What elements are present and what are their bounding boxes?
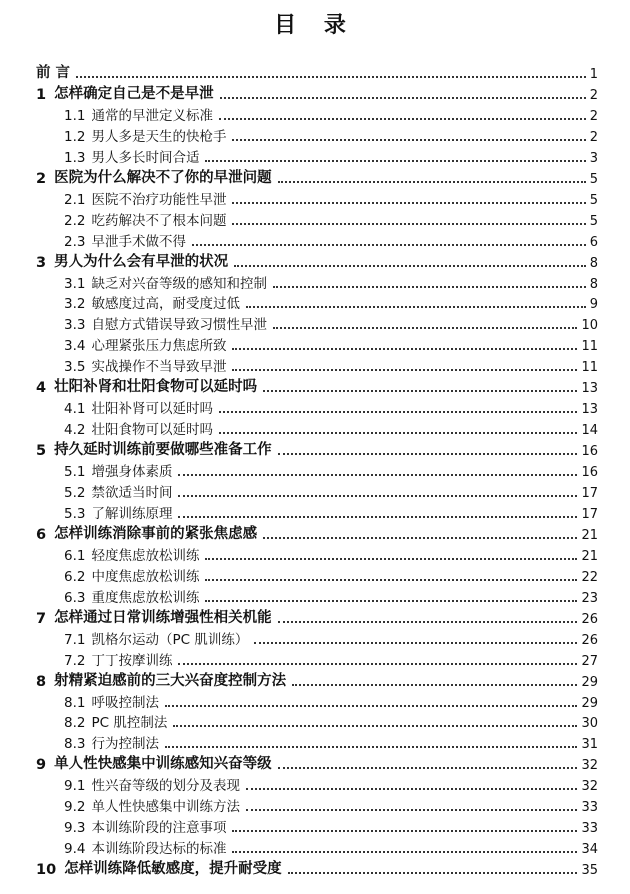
entry-number: 9 xyxy=(36,757,47,774)
toc-section-entry[interactable] xyxy=(64,188,598,208)
entry-title: 壮阳补肾和壮阳食物可以延时吗 xyxy=(54,379,258,396)
toc-section-entry[interactable] xyxy=(64,313,598,333)
entry-title: 增强身体素质 xyxy=(91,464,173,481)
toc-chapter-entry[interactable] xyxy=(36,62,598,82)
entry-page-number: 17 xyxy=(581,486,598,501)
dot-leader xyxy=(273,327,577,329)
entry-title: 壮阳食物可以延时吗 xyxy=(91,422,213,439)
entry-title: 持久延时训练前要做哪些准备工作 xyxy=(54,442,272,459)
dot-leader xyxy=(232,369,577,371)
dot-leader xyxy=(178,516,577,518)
entry-title: 了解训练原理 xyxy=(91,505,173,522)
entry-title: 吃药解决不了根本问题 xyxy=(91,212,227,229)
entry-page-number: 33 xyxy=(581,800,598,816)
toc-section-entry[interactable] xyxy=(64,292,598,312)
entry-title: 本训练阶段达标的标准 xyxy=(91,841,227,858)
entry-page-number: 8 xyxy=(589,255,598,271)
entry-title: 缺乏对兴奋等级的感知和控制 xyxy=(91,275,267,292)
entry-page-number: 16 xyxy=(581,465,598,481)
toc-section-entry[interactable] xyxy=(64,502,598,522)
entry-title: 早泄手术做不得 xyxy=(91,233,186,250)
entry-title: 呼吸控制法 xyxy=(91,694,159,711)
entry-number: 2.1 xyxy=(64,191,86,208)
entry-number: 9.2 xyxy=(64,799,86,816)
dot-leader xyxy=(232,139,585,141)
entry-number: 5.3 xyxy=(64,505,86,522)
dot-leader xyxy=(205,600,577,602)
entry-title: 怎样通过日常训练增强性相关机能 xyxy=(54,609,272,626)
toc-section-entry[interactable] xyxy=(64,565,598,585)
entry-number: 6.1 xyxy=(64,547,86,564)
dot-leader xyxy=(232,223,585,225)
toc-section-entry[interactable] xyxy=(64,816,598,836)
entry-page-number: 29 xyxy=(581,674,598,690)
dot-leader xyxy=(219,432,577,434)
dot-leader xyxy=(178,663,577,665)
entry-number: 9.3 xyxy=(64,820,86,837)
entry-page-number: 2 xyxy=(589,129,598,145)
dot-leader xyxy=(173,725,577,727)
entry-page-number: 30 xyxy=(581,716,598,732)
dot-leader xyxy=(205,558,577,560)
toc-chapter-entry[interactable] xyxy=(36,439,598,459)
entry-page-number: 5 xyxy=(589,192,598,208)
dot-leader xyxy=(192,244,586,246)
entry-number: 10 xyxy=(36,862,57,879)
entry-number: 6.2 xyxy=(64,568,86,585)
entry-number: 8 xyxy=(36,673,47,690)
entry-title: 壮阳补肾可以延时吗 xyxy=(91,401,213,418)
entry-page-number: 26 xyxy=(581,611,598,627)
dot-leader xyxy=(273,286,586,288)
entry-number: 4.1 xyxy=(64,401,86,418)
entry-number: 8.3 xyxy=(64,736,86,753)
toc-section-entry[interactable] xyxy=(64,544,598,564)
entry-title: PC 肌控制法 xyxy=(91,715,168,732)
entry-page-number: 22 xyxy=(581,569,598,585)
entry-number: 5 xyxy=(36,443,47,460)
entry-page-number: 9 xyxy=(589,297,598,313)
entry-page-number: 11 xyxy=(581,339,598,355)
entry-page-number: 3 xyxy=(589,150,598,166)
toc-chapter-entry[interactable] xyxy=(36,83,598,103)
dot-leader xyxy=(178,495,577,497)
entry-title: 行为控制法 xyxy=(91,736,159,753)
entry-number: 2 xyxy=(36,170,47,187)
entry-page-number: 2 xyxy=(589,108,598,124)
entry-title: 凯格尔运动（PC 肌训练） xyxy=(91,631,249,648)
entry-number: 1.1 xyxy=(64,107,86,124)
entry-number: 9.1 xyxy=(64,778,86,795)
toc-chapter-entry[interactable] xyxy=(36,376,598,396)
entry-page-number: 29 xyxy=(581,695,598,711)
entry-page-number: 27 xyxy=(581,653,598,669)
entry-page-number: 32 xyxy=(581,758,598,774)
toc-chapter-entry[interactable] xyxy=(36,607,598,627)
entry-number: 6.3 xyxy=(64,589,86,606)
entry-number: 3.4 xyxy=(64,338,86,355)
entry-number: 9.4 xyxy=(64,841,86,858)
entry-title: 轻度焦虑放松训练 xyxy=(91,547,200,564)
entry-page-number: 34 xyxy=(581,842,598,858)
entry-number: 4 xyxy=(36,380,47,397)
entry-page-number: 11 xyxy=(581,360,598,376)
entry-number: 1.3 xyxy=(64,149,86,166)
entry-page-number: 32 xyxy=(581,779,598,795)
dot-leader xyxy=(165,705,577,707)
dot-leader xyxy=(219,411,577,413)
entry-title: 怎样确定自己是不是早泄 xyxy=(54,85,214,102)
dot-leader xyxy=(292,684,577,686)
dot-leader xyxy=(178,474,577,476)
toc-section-entry[interactable] xyxy=(64,104,598,124)
toc-section-entry[interactable] xyxy=(64,795,598,815)
entry-number: 5.1 xyxy=(64,464,86,481)
entry-number: 3.3 xyxy=(64,317,86,334)
entry-page-number: 33 xyxy=(581,821,598,837)
entry-page-number: 31 xyxy=(581,737,598,753)
entry-number: 8.1 xyxy=(64,694,86,711)
dot-leader xyxy=(219,118,586,120)
entry-title: 医院不治疗功能性早泄 xyxy=(91,191,227,208)
toc-chapter-entry[interactable] xyxy=(36,670,598,690)
toc-section-entry[interactable] xyxy=(64,125,598,145)
entry-title: 性兴奋等级的划分及表现 xyxy=(91,778,240,795)
dot-leader xyxy=(220,97,586,99)
entry-title: 本训练阶段的注意事项 xyxy=(91,820,227,837)
entry-page-number: 13 xyxy=(581,381,598,397)
toc-chapter-entry[interactable] xyxy=(36,251,598,271)
entry-title: 敏感度过高，耐受度过低 xyxy=(91,296,240,313)
entry-number: 7.1 xyxy=(64,631,86,648)
entry-title: 中度焦虑放松训练 xyxy=(91,568,200,585)
toc-section-entry[interactable] xyxy=(64,397,598,417)
dot-leader xyxy=(278,453,578,455)
entry-title: 实战操作不当导致早泄 xyxy=(91,359,227,376)
dot-leader xyxy=(288,872,578,874)
entry-page-number: 5 xyxy=(589,213,598,229)
dot-leader xyxy=(165,746,577,748)
toc-section-entry[interactable] xyxy=(64,355,598,375)
dot-leader xyxy=(278,181,586,183)
entry-page-number: 13 xyxy=(581,402,598,418)
dot-leader xyxy=(205,160,585,162)
entry-title: 通常的早泄定义标准 xyxy=(91,107,213,124)
toc-chapter-entry[interactable] xyxy=(36,523,598,543)
toc-section-entry[interactable] xyxy=(64,586,598,606)
toc-chapter-entry[interactable] xyxy=(36,167,598,187)
entry-title: 怎样训练降低敏感度，提升耐受度 xyxy=(64,861,282,878)
dot-leader xyxy=(254,642,577,644)
entry-page-number: 26 xyxy=(581,632,598,648)
dot-leader xyxy=(232,851,577,853)
entry-page-number: 23 xyxy=(581,590,598,606)
dot-leader xyxy=(278,767,578,769)
entry-title: 禁欲适当时间 xyxy=(91,485,173,501)
entry-number: 1.2 xyxy=(64,128,86,145)
entry-title: 怎样训练消除事前的紧张焦虑感 xyxy=(54,525,258,542)
dot-leader xyxy=(278,621,578,623)
page-title: 目 录 xyxy=(274,13,356,38)
entry-number: 2.3 xyxy=(64,233,86,250)
dot-leader xyxy=(246,788,577,790)
entry-page-number: 10 xyxy=(581,318,598,334)
toc-section-entry[interactable] xyxy=(64,774,598,794)
entry-title: 医院为什么解决不了你的早泄问题 xyxy=(54,169,272,186)
entry-number: 1 xyxy=(36,86,47,103)
entry-page-number: 17 xyxy=(581,506,598,522)
entry-number: 4.2 xyxy=(64,422,86,439)
toc-section-entry[interactable] xyxy=(64,732,598,752)
toc-section-entry[interactable] xyxy=(64,628,598,648)
entry-number: 7.2 xyxy=(64,652,86,669)
entry-page-number: 6 xyxy=(589,234,598,250)
toc-section-entry[interactable] xyxy=(64,230,598,250)
dot-leader xyxy=(234,265,586,267)
entry-number: 2.2 xyxy=(64,212,86,229)
dot-leader xyxy=(246,306,586,308)
entry-page-number: 35 xyxy=(581,863,598,879)
entry-title: 男人为什么会有早泄的状况 xyxy=(54,253,229,270)
entry-page-number: 21 xyxy=(581,527,598,543)
dot-leader xyxy=(263,537,577,539)
entry-title: 单人性快感集中训练方法 xyxy=(91,799,240,816)
entry-number: 7 xyxy=(36,610,47,627)
entry-number: 5.2 xyxy=(64,485,86,501)
entry-page-number: 16 xyxy=(581,444,598,460)
entry-number: 3.5 xyxy=(64,359,86,376)
dot-leader xyxy=(232,348,577,350)
entry-title: 自慰方式错误导致习惯性早泄 xyxy=(91,317,267,334)
dot-leader xyxy=(232,202,585,204)
toc-section-entry[interactable] xyxy=(64,418,598,438)
dot-leader xyxy=(232,830,577,832)
entry-title: 男人多长时间合适 xyxy=(91,149,200,166)
entry-page-number: 2 xyxy=(589,87,598,103)
dot-leader xyxy=(246,809,577,811)
toc-chapter-entry[interactable] xyxy=(36,753,598,773)
toc-section-entry[interactable] xyxy=(64,209,598,229)
toc-section-entry[interactable] xyxy=(64,711,598,731)
entry-number: 3.1 xyxy=(64,275,86,292)
dot-leader xyxy=(205,579,577,581)
dot-leader xyxy=(263,390,577,392)
toc-section-entry[interactable] xyxy=(64,146,598,166)
toc-section-entry[interactable] xyxy=(64,837,598,857)
entry-number: 3.2 xyxy=(64,296,86,313)
toc-section-entry[interactable] xyxy=(64,272,598,292)
entry-number: 3 xyxy=(36,254,47,271)
entry-page-number: 21 xyxy=(581,548,598,564)
toc-section-entry[interactable] xyxy=(64,481,598,501)
entry-title: 丁丁按摩训练 xyxy=(91,652,173,669)
entry-number: 8.2 xyxy=(64,715,86,732)
entry-title: 射精紧迫感前的三大兴奋度控制方法 xyxy=(54,672,287,689)
entry-page-number: 8 xyxy=(589,276,598,292)
entry-title: 心理紧张压力焦虑所致 xyxy=(91,338,227,355)
entry-number: 6 xyxy=(36,526,47,543)
entry-page-number: 14 xyxy=(581,423,598,439)
entry-title: 前 言 xyxy=(36,65,71,81)
entry-title: 重度焦虑放松训练 xyxy=(91,589,200,606)
toc-chapter-entry[interactable] xyxy=(36,858,598,878)
entry-title: 男人多是天生的快枪手 xyxy=(91,128,227,145)
toc-section-entry[interactable] xyxy=(64,334,598,354)
toc-section-entry[interactable] xyxy=(64,649,598,669)
entry-page-number: 5 xyxy=(589,171,598,187)
toc-section-entry[interactable] xyxy=(64,460,598,480)
entry-page-number: 1 xyxy=(589,67,598,82)
entry-title: 单人性快感集中训练感知兴奋等级 xyxy=(54,756,272,773)
dot-leader xyxy=(76,76,586,78)
toc-section-entry[interactable] xyxy=(64,691,598,711)
